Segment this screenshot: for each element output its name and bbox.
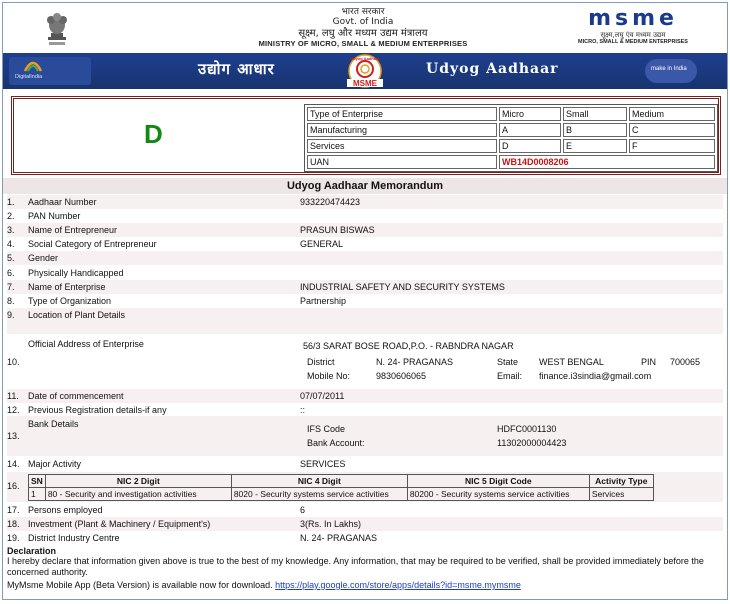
uan-value: WB14D0008206	[499, 155, 715, 169]
app-download-link[interactable]: https://play.google.com/store/apps/details?id=msme.mymsme	[275, 580, 521, 590]
list-item	[7, 223, 723, 237]
manufacturing-small: B	[563, 123, 627, 137]
sn-cell: 1	[29, 488, 46, 501]
list-item	[7, 531, 723, 545]
small-header: Small	[563, 107, 627, 121]
investment-value: 3(Rs. In Lakhs)	[300, 519, 362, 529]
list-item	[7, 237, 723, 251]
enterprise-name-value: INDUSTRIAL SAFETY AND SECURITY SYSTEMS	[300, 282, 505, 292]
msme-logo	[558, 7, 708, 49]
row-number: 17.	[7, 505, 20, 515]
services-label: Services	[307, 139, 497, 153]
udyog-aadhaar-banner	[3, 53, 727, 89]
enterprise-classification	[11, 96, 721, 175]
dic-label: District Industry Centre	[28, 533, 120, 543]
ua-logo-bottom: MSME	[353, 79, 377, 88]
declaration-text: I hereby declare that information given above is true to the best of my knowledge. Any information, that may be required to be verified, shall be provided immediately before the concerned authority.	[7, 556, 704, 577]
state-label: State	[497, 357, 519, 367]
social-category-label: Social Category of Entrepreneur	[28, 239, 157, 249]
commencement-value: 07/07/2011	[300, 391, 345, 401]
msme-hindi: सूक्ष्म,लघु एंव मध्यम उद्यम	[600, 31, 666, 39]
list-item	[7, 266, 723, 280]
district-label: District	[307, 357, 335, 367]
major-activity-value: SERVICES	[300, 459, 346, 469]
enterprise-category-letter: D	[144, 119, 163, 149]
row-number: 3.	[7, 225, 15, 235]
msme-sub: MICRO, SMALL & MEDIUM ENTERPRISES	[578, 39, 688, 45]
address-label: Official Address of Enterprise	[28, 339, 144, 349]
msme-word: msme	[588, 6, 678, 31]
national-emblem-icon	[37, 9, 77, 49]
list-item	[7, 294, 723, 308]
investment-label: Investment (Plant & Machinery / Equipment's)	[28, 519, 211, 529]
organization-type-value: Partnership	[300, 296, 347, 306]
services-medium: F	[629, 139, 715, 153]
ifs-label: IFS Code	[307, 424, 346, 434]
ministry-header	[3, 3, 727, 53]
nic5-cell: 80200 - Security systems service activities	[407, 488, 589, 501]
shade-band	[7, 320, 723, 334]
app-notice	[7, 579, 521, 591]
aadhaar-label: Aadhaar Number	[28, 197, 97, 207]
type-header: Type of Enterprise	[307, 107, 497, 121]
prev-registration-label: Previous Registration details-if any	[28, 405, 167, 415]
ua-logo-top: Udyog Aadhaar	[350, 56, 380, 61]
table-row	[307, 155, 715, 169]
pin-label: PIN	[641, 357, 657, 367]
make-in-india-text: make in India	[651, 66, 687, 72]
ministry-title	[193, 7, 533, 49]
row-number: 18.	[7, 519, 20, 529]
digital-india-icon	[23, 59, 43, 73]
row-number: 13.	[7, 431, 20, 441]
row-number: 12.	[7, 405, 20, 415]
row-number: 11.	[7, 391, 19, 401]
row-number: 16.	[7, 481, 20, 491]
commencement-label: Date of commencement	[28, 391, 124, 401]
sn-header: SN	[29, 475, 46, 488]
entrepreneur-label: Name of Entrepreneur	[28, 225, 118, 235]
pin-value: 700065	[670, 357, 701, 367]
dic-value: N. 24- PRAGANAS	[300, 533, 378, 543]
micro-header: Micro	[499, 107, 561, 121]
banner-english-title: Udyog Aadhaar	[426, 61, 559, 77]
list-item	[7, 503, 723, 517]
persons-value: 6	[300, 505, 306, 515]
plant-location-label: Location of Plant Details	[28, 310, 126, 320]
address-line: 56/3 SARAT BOSE ROAD,P.O. - RABNDRA NAGAR	[303, 341, 514, 351]
hindi-ministry: सूक्ष्म, लघु और मध्यम उद्यम मंत्रालय	[298, 27, 428, 39]
digital-india-text: DigitalIndia	[15, 74, 43, 80]
table-row	[307, 139, 715, 153]
entrepreneur-value: PRASUN BISWAS	[300, 225, 375, 235]
services-small: E	[563, 139, 627, 153]
list-item	[7, 517, 723, 531]
certificate-frame	[2, 2, 728, 600]
uan-label: UAN	[307, 155, 497, 169]
row-number: 7.	[7, 282, 15, 292]
row-number: 2.	[7, 211, 15, 221]
manufacturing-medium: C	[629, 123, 715, 137]
list-item	[7, 251, 723, 265]
row-number: 6.	[7, 268, 15, 278]
enterprise-name-label: Name of Enterprise	[28, 282, 106, 292]
activity-type-header: Activity Type	[589, 475, 653, 488]
banner-hindi-title: उद्योग आधार	[198, 60, 275, 78]
persons-label: Persons employed	[28, 505, 103, 515]
nic4-cell: 8020 - Security systems service activities	[231, 488, 407, 501]
account-label: Bank Account:	[307, 438, 365, 448]
row-number: 10.	[7, 357, 20, 367]
nic2-cell: 80 - Security and investigation activities	[45, 488, 231, 501]
email-label: Email:	[497, 371, 523, 381]
district-value: N. 24- PRAGANAS	[376, 357, 454, 367]
row-number: 1.	[7, 197, 15, 207]
nic4-header: NIC 4 Digit	[231, 475, 407, 488]
manufacturing-label: Manufacturing	[307, 123, 497, 137]
app-notice-text: MyMsme Mobile App (Beta Version) is available now for download.	[7, 580, 273, 590]
organization-type-label: Type of Organization	[28, 296, 112, 306]
handicapped-label: Physically Handicapped	[28, 268, 124, 278]
nic2-header: NIC 2 Digit	[45, 475, 231, 488]
services-micro: D	[499, 139, 561, 153]
make-in-india-logo	[645, 59, 697, 83]
nic5-header: NIC 5 Digit Code	[407, 475, 589, 488]
declaration-title: Declaration	[7, 546, 57, 556]
row-number: 5.	[7, 253, 15, 263]
state-value: WEST BENGAL	[539, 357, 604, 367]
row-number: 9.	[7, 310, 15, 320]
table-row	[29, 475, 654, 488]
manufacturing-micro: A	[499, 123, 561, 137]
pan-label: PAN Number	[28, 211, 81, 221]
major-activity-label: Major Activity	[28, 459, 82, 469]
row-number: 8.	[7, 296, 15, 306]
memorandum-title: Udyog Aadhaar Memorandum	[3, 178, 727, 194]
aadhaar-value: 933220474423	[300, 197, 361, 207]
ministry-name: MINISTRY OF MICRO, SMALL & MEDIUM ENTERPRISES	[258, 39, 468, 49]
row-number: 4.	[7, 239, 15, 249]
list-item	[7, 389, 723, 403]
list-item	[7, 209, 723, 223]
list-item	[7, 280, 723, 294]
mobile-label: Mobile No:	[307, 371, 351, 381]
prev-registration-value: ::	[300, 405, 306, 415]
list-item	[7, 403, 723, 417]
table-row	[307, 107, 715, 121]
list-item	[7, 195, 723, 209]
email-value: finance.i3sindia@gmail.com	[539, 371, 652, 381]
digital-india-logo	[9, 57, 91, 85]
gender-label: Gender	[28, 253, 59, 263]
row-number: 19.	[7, 533, 20, 543]
nic-activity-table	[28, 474, 654, 501]
govt-of-india: Govt. of India	[332, 17, 394, 28]
row-number: 14.	[7, 459, 20, 469]
table-row	[29, 488, 654, 501]
bank-label: Bank Details	[28, 419, 79, 429]
enterprise-type-table	[304, 104, 718, 172]
hindi-govt: भारत सरकार	[341, 7, 385, 17]
account-value: 11302000004423	[497, 438, 567, 448]
table-row	[307, 123, 715, 137]
udyog-aadhaar-logo-icon	[325, 54, 405, 88]
medium-header: Medium	[629, 107, 715, 121]
social-category-value: GENERAL	[300, 239, 344, 249]
list-item	[7, 457, 723, 471]
ifs-value: HDFC0001130	[497, 424, 557, 434]
shade-band	[7, 416, 723, 456]
mobile-value: 9830606065	[376, 371, 427, 381]
activity-type-cell: Services	[589, 488, 653, 501]
